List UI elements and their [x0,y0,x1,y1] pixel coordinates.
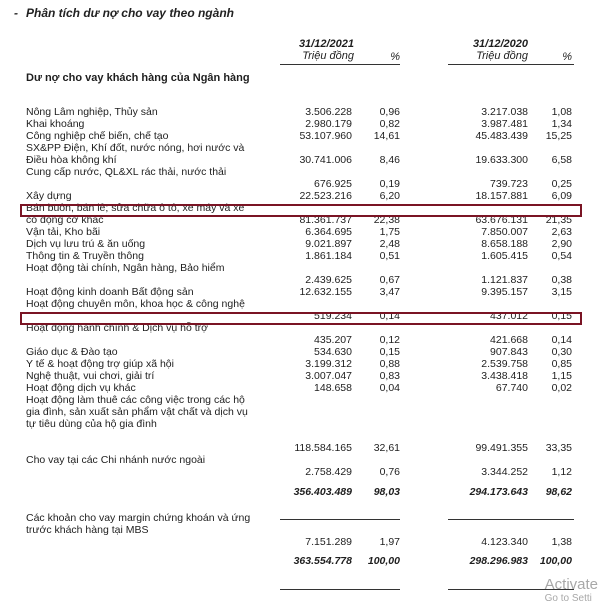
value-2021: 30.741.006 [299,154,352,166]
subtotal-row [0,483,600,505]
value-2021: 6.364.695 [305,226,352,238]
pct-2021: 8,46 [379,154,400,166]
highlight-box-construction [20,204,582,217]
value-2020: 1.605.415 [481,250,528,262]
value-2020: 4.123.340 [481,536,528,548]
value-2020: 99.491.355 [475,442,528,454]
column-header-2021 [270,38,354,62]
value-2021: 53.107.960 [299,130,352,142]
pct-2021: 14,61 [373,130,400,142]
pct-2020: 3,15 [551,286,572,298]
highlight-box-real-estate [20,312,582,325]
row-label: Dịch vụ lưu trú & ăn uống [26,238,146,250]
table-row [0,395,600,455]
total-pct-2020: 100,00 [539,555,572,567]
pct-2021: 2,48 [379,238,400,250]
pct-2021: 0,04 [379,382,400,394]
row-label: Bán buôn, bán lẻ; sửa chữa ô tô, xe máy và xe có động cơ khác [26,202,245,226]
activate-windows-watermark [545,578,598,606]
pct-2020: 21,35 [545,214,572,226]
value-2020: 3.344.252 [481,466,528,478]
value-2021: 435.207 [314,334,352,346]
pct-2020: 1,08 [551,106,572,118]
total-pct-2021: 100,00 [367,555,400,567]
value-2020: 3.987.481 [481,118,528,130]
value-2021: 2.980.179 [305,118,352,130]
value-2020: 18.157.881 [475,190,528,202]
pct-2020: 0,54 [551,250,572,262]
value-2021: 2.439.625 [305,274,352,286]
column-pct-2021: % [390,51,400,63]
pct-2021: 0,51 [379,250,400,262]
pct-2020: 6,58 [551,154,572,166]
row-label: Hoạt động hành chính & Dịch vụ hỗ trợ [26,322,208,334]
table-row [0,323,600,347]
pct-2021: 0,12 [379,334,400,346]
value-2021: 148.658 [314,382,352,394]
total-rule [280,589,400,590]
value-2020: 2.539.758 [481,358,528,370]
total-value-2020: 298.296.983 [469,555,528,567]
column-unit-2020: Triệu đồng [476,50,528,62]
value-2021: 3.199.312 [305,358,352,370]
row-label: Cho vay tại các Chi nhánh nước ngoài [26,454,206,466]
pct-2021: 0,76 [379,466,400,478]
row-label: Xây dựng [26,190,72,202]
watermark-line-2: Go to Setti [544,593,592,604]
value-2021: 534.630 [314,346,352,358]
row-label: Công nghiệp chế biến, chế tạo [26,130,169,142]
subtotal-pct-2020: 98,62 [545,486,572,498]
pct-2020: 0,14 [551,334,572,346]
value-2021: 118.584.165 [294,442,352,454]
value-2021: 1.861.184 [305,250,352,262]
section-heading [14,6,234,20]
row-label: Cung cấp nước, QL&XL rác thải, nước thải [26,166,227,178]
total-row [0,555,600,569]
column-date-2021: 31/12/2021 [298,38,354,50]
pct-2021: 0,83 [379,370,400,382]
pct-2020: 2,90 [551,238,572,250]
value-2020: 8.658.188 [481,238,528,250]
pct-2020: 2,63 [551,226,572,238]
pct-2020: 1,34 [551,118,572,130]
row-label: Hoạt động dịch vụ khác [26,382,136,394]
table-row [0,263,600,287]
pct-2021: 1,97 [379,536,400,548]
value-2020: 45.483.439 [475,130,528,142]
value-2021: 3.007.047 [305,370,352,382]
value-2020: 63.676.131 [475,214,528,226]
pct-2020: 0,85 [551,358,572,370]
pct-2020: 1,15 [551,370,572,382]
pct-2021: 0,67 [379,274,400,286]
value-2020: 9.395.157 [481,286,528,298]
column-header-pct-2020 [542,51,572,63]
value-2020: 1.121.837 [481,274,528,286]
row-label: Thông tin & Truyền thông [26,250,144,262]
heading-text: Phân tích dư nợ cho vay theo ngành [26,6,234,20]
row-label: Hoạt động làm thuê các công việc trong các hộ gia đình, sản xuất sản phẩm vật chất và dịch vụ tự tiêu dùng của hộ gia đình [26,394,248,430]
header-rule-2 [448,64,574,65]
value-2020: 739.723 [490,178,528,190]
row-label: SX&PP Điện, Khí đốt, nước nóng, hơi nước và Điều hòa không khí [26,142,245,166]
value-2020: 19.633.300 [475,154,528,166]
header-rule-1 [280,64,400,65]
row-label: Vận tải, Kho bãi [26,226,101,238]
value-2020: 437.012 [490,310,528,322]
value-2021: 3.506.228 [305,106,352,118]
column-pct-2020: % [562,51,572,63]
pct-2020: 6,09 [551,190,572,202]
pct-2021: 0,14 [379,310,400,322]
pct-2020: 0,30 [551,346,572,358]
pct-2020: 1,12 [551,466,572,478]
pct-2021: 22,38 [373,214,400,226]
pct-2021: 3,47 [379,286,400,298]
row-label: Nông Lâm nghiệp, Thủy sản [26,106,158,118]
pct-2020: 0,38 [551,274,572,286]
value-2020: 421.668 [490,334,528,346]
row-label: Hoạt động kinh doanh Bất động sản [26,286,194,298]
column-header-2020 [440,38,528,62]
value-2020: 67.740 [495,382,528,394]
subtotal-pct-2021: 98,03 [373,486,400,498]
table-row [0,167,600,191]
value-2020: 907.843 [490,346,528,358]
watermark-line-1: Activate [544,576,598,593]
pct-2020: 1,38 [551,536,572,548]
column-unit-2021: Triệu đồng [302,50,354,62]
value-2021: 2.758.429 [305,466,352,478]
value-2020: 3.217.038 [481,106,528,118]
pct-2021: 0,82 [379,118,400,130]
loan-table [0,107,600,569]
pct-2020: 0,02 [551,382,572,394]
row-label: Giáo dục & Đào tạo [26,346,118,358]
row-label: Khai khoáng [26,118,85,130]
row-label: Hoạt động tài chính, Ngân hàng, Bảo hiểm [26,262,225,274]
row-label: Hoạt động chuyên môn, khoa học & công nghệ [26,298,245,310]
total-value-2021: 363.554.778 [293,555,352,567]
column-date-2020: 31/12/2020 [472,38,528,50]
pct-2020: 0,25 [551,178,572,190]
subtotal-rule [280,519,400,520]
value-2021: 12.632.155 [299,286,352,298]
row-label: Các khoản cho vay margin chứng khoán và ứng trước khách hàng tại MBS [26,512,251,536]
table-row [0,143,600,167]
pct-2020: 15,25 [545,130,572,142]
column-header-pct-2021 [370,51,400,63]
subtotal-value-2021: 356.403.489 [293,486,352,498]
pct-2021: 0,15 [379,346,400,358]
value-2020: 3.438.418 [481,370,528,382]
pct-2021: 0,19 [379,178,400,190]
value-2021: 519.234 [314,310,352,322]
value-2020: 7.850.007 [481,226,528,238]
subtotal-rule [448,519,574,520]
pct-2020: 0,15 [551,310,572,322]
pct-2021: 32,61 [373,442,400,454]
pct-2021: 0,96 [379,106,400,118]
value-2021: 676.925 [314,178,352,190]
heading-bullet: - [14,6,18,20]
table-section-title: Dư nợ cho vay khách hàng của Ngân hàng [26,72,250,84]
pct-2021: 6,20 [379,190,400,202]
value-2021: 22.523.216 [299,190,352,202]
table-row [0,455,600,479]
row-label: Y tế & hoạt động trợ giúp xã hội [26,358,174,370]
pct-2020: 33,35 [545,442,572,454]
pct-2021: 0,88 [379,358,400,370]
row-label: Nghệ thuật, vui chơi, giải trí [26,370,155,382]
value-2021: 7.151.289 [305,536,352,548]
subtotal-value-2020: 294.173.643 [469,486,528,498]
pct-2021: 1,75 [379,226,400,238]
value-2021: 9.021.897 [305,238,352,250]
value-2021: 81.361.737 [299,214,352,226]
